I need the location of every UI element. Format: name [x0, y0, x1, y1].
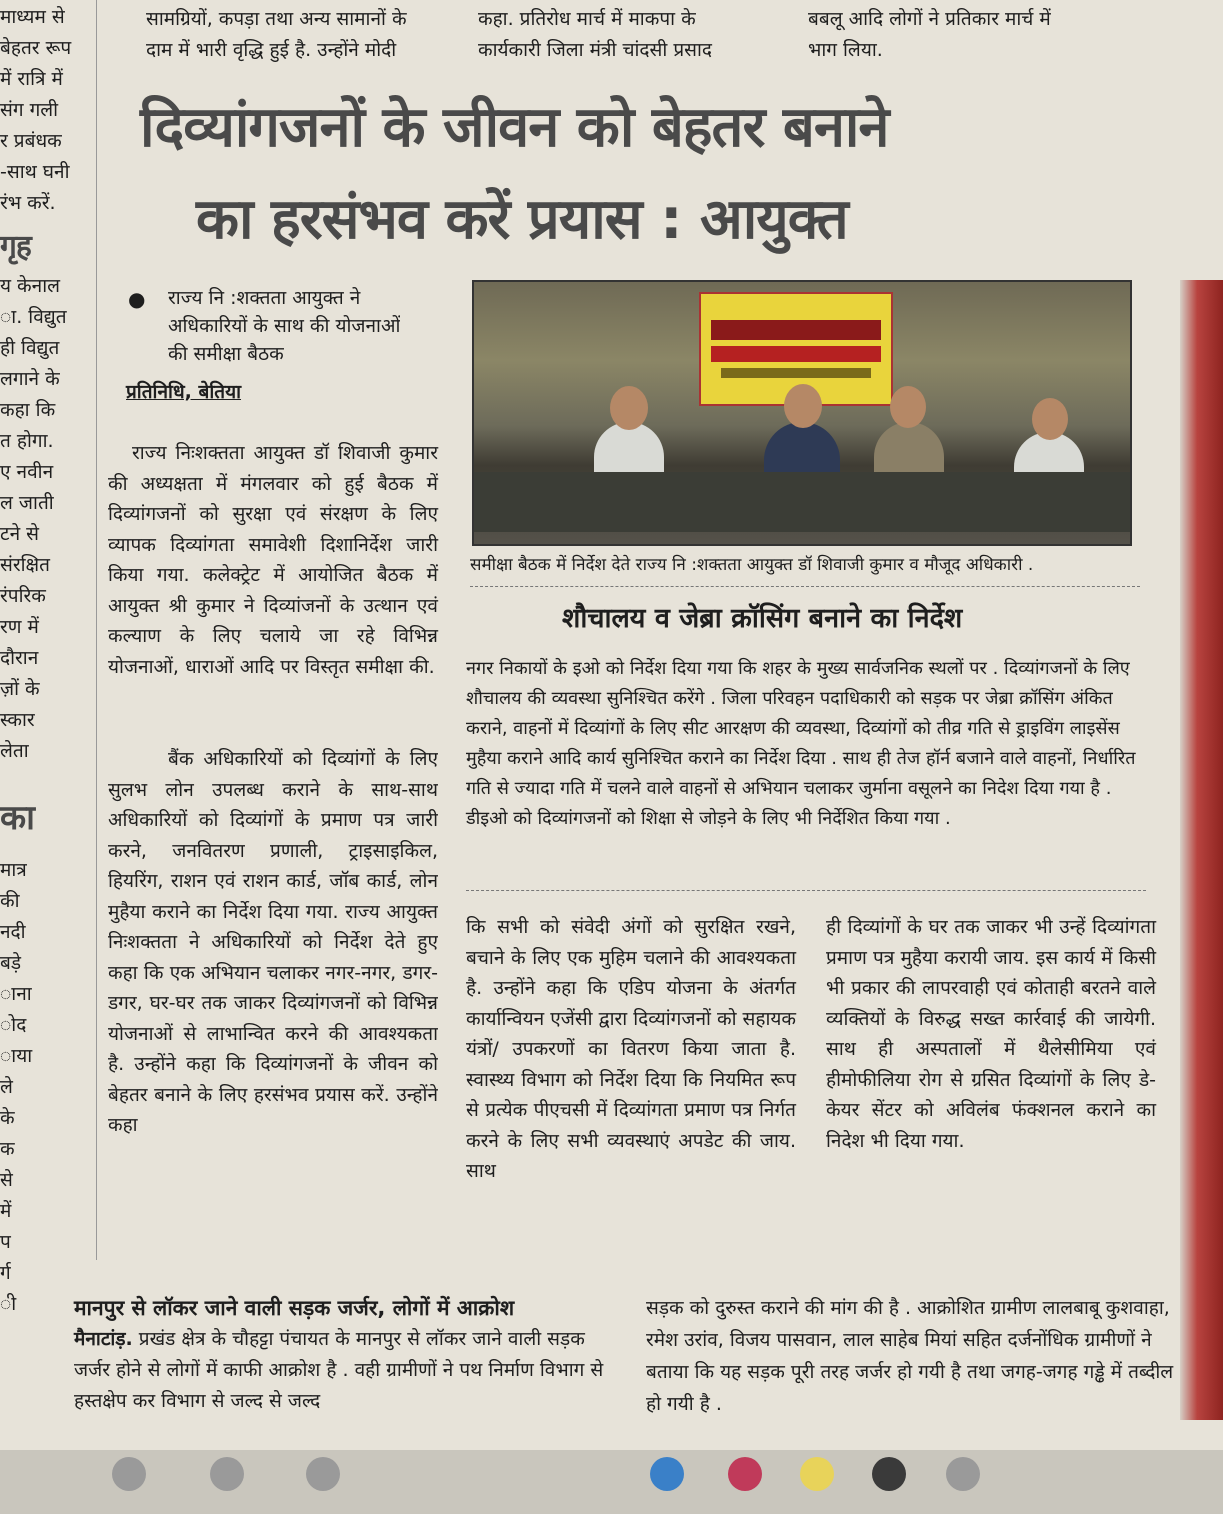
left-strip-top — [0, 0, 92, 219]
registration-dot — [872, 1457, 906, 1491]
left-strip-line: र प्रबंधक — [0, 130, 62, 152]
left-strip-line: में — [0, 1200, 12, 1222]
left-strip-line: प — [0, 1231, 11, 1253]
left-strip-line: ी — [0, 1293, 17, 1315]
left-strip-line: टने से — [0, 523, 40, 545]
left-strip-line: य केनाल — [0, 275, 60, 297]
left-strip-line: की — [0, 890, 20, 912]
sub-article-title: शौचालय व जेब्रा क्रॉसिंग बनाने का निर्देश — [562, 603, 963, 634]
left-strip-line: ल जाती — [0, 492, 54, 514]
bullet-icon: ● — [128, 287, 146, 311]
registration-dot — [112, 1457, 146, 1491]
left-strip-line: ही विद्युत — [0, 337, 60, 359]
left-strip-line: में रात्रि में — [0, 68, 63, 90]
left-strip-line: नदी — [0, 921, 26, 943]
left-strip-line: मात्र — [0, 859, 27, 881]
left-column-para-1: राज्य निःशक्तता आयुक्त डॉ शिवाजी कुमार की अध्यक्षता में मंगलवार को हुई बैठक में दिव्यांगजनों को सुरक्षा एवं संरक्षण के लिए व्यापक दिव्यांगता समावेशी दिशानिर्देश जारी किया गया. कलेक्ट्रेट में आयोजित बैठक में आयुक्त श्री कुमार ने दिव्यांजनों के उत्थान एवं कल्याण के लिए चलाये जा रहे विभिन्न योजनाओं, धाराओं आदि पर विस्तृत समीक्षा की. — [108, 442, 438, 678]
left-strip-line: ाना — [0, 983, 32, 1005]
left-strip-line: ए नवीन — [0, 461, 54, 483]
bottom-article-left — [74, 1292, 624, 1417]
left-strip-line: ोद — [0, 1014, 27, 1036]
left-strip-line: स्कार — [0, 709, 35, 731]
left-strip-line: बेहतर रूप — [0, 37, 72, 59]
left-strip-mid — [0, 271, 92, 767]
left-strip-line: त होगा. — [0, 430, 54, 452]
left-strip-line: -साथ घनी — [0, 161, 70, 183]
left-strip-heading-1: गृह — [0, 229, 31, 264]
left-strip-line: कहा कि — [0, 399, 56, 421]
registration-dot — [800, 1457, 834, 1491]
left-strip-line: माध्यम से — [0, 6, 65, 28]
bottom-article-body-left: प्रखंड क्षेत्र के चौहट्टा पंचायत के मानपुर से लॉकर जाने वाली सड़क जर्जर होने से लोगों में काफी आक्रोश है . वही ग्रामीणों ने पथ निर्माण विभाग से हस्तक्षेप कर विभाग से जल्द से जल्द — [74, 1328, 604, 1412]
bottom-article-title: मानपुर से लॉकर जाने वाली सड़क जर्जर, लोगों में आक्रोश — [74, 1296, 515, 1320]
left-strip-line: रंपरिक — [0, 585, 46, 607]
left-strip-heading-2: का — [0, 798, 34, 838]
column-rule — [96, 0, 97, 1260]
left-strip-line: ले — [0, 1076, 13, 1098]
left-strip-line: दौरान — [0, 647, 39, 669]
registration-dot — [946, 1457, 980, 1491]
top-snippet-1: सामग्रियों, कपड़ा तथा अन्य सामानों के दाम में भारी वृद्धि हुई है. उन्होंने मोदी — [146, 8, 407, 61]
caption-rule — [470, 586, 1140, 587]
bottom-article-dateline: मैनाटांड़. — [74, 1328, 133, 1350]
left-strip-line: के — [0, 1107, 15, 1129]
headline-line-1: दिव्यांगजनों के जीवन को बेहतर बनाने — [140, 95, 889, 160]
left-strip-line: संग गली — [0, 99, 59, 121]
byline: प्रतिनिधि, बेतिया — [126, 381, 242, 403]
left-strip-line: ाया — [0, 1045, 33, 1067]
registration-dot — [650, 1457, 684, 1491]
print-margin — [0, 1450, 1223, 1514]
left-strip-line: रंभ करें. — [0, 192, 56, 214]
left-strip-line: से — [0, 1169, 13, 1191]
right-edge-object — [1180, 280, 1223, 1420]
left-strip-line: र्ग — [0, 1262, 11, 1284]
left-strip-line: ज़ों के — [0, 678, 40, 700]
left-strip-line: संरक्षित — [0, 554, 50, 576]
middle-column-text: कि सभी को संवेदी अंगों को सुरक्षित रखने, बचाने के लिए एक मुहिम चलाने की आवश्यकता है. उन्होंने कहा कि एडिप योजना के अंतर्गत कार्यान्वियन एजेंसी द्वारा दिव्यांगजनों को सहायक यंत्रों/ उपकरणों का वितरण किया जाता है. स्वास्थ्य विभाग को निर्देश दिया कि नियमित रूप से प्रत्येक पीएचसी में दिव्यांगता प्रमाण पत्र निर्गत करने के लिए सभी व्यवस्थाएं अपडेट की जाय. साथ — [466, 916, 796, 1182]
left-strip-line: लेता — [0, 740, 29, 762]
left-strip-article — [0, 0, 92, 1440]
left-strip-line: ा. विद्युत — [0, 306, 67, 328]
registration-dot — [210, 1457, 244, 1491]
sub-article-rule — [466, 890, 1146, 891]
left-strip-line: क — [0, 1138, 15, 1160]
photo-caption: समीक्षा बैठक में निर्देश देते राज्य नि :शक्तता आयुक्त डॉ शिवाजी कुमार व मौजूद अधिकारी . — [470, 555, 1034, 575]
sub-article-body: नगर निकायों के इओ को निर्देश दिया गया कि शहर के मुख्य सार्वजनिक स्थलों पर . दिव्यांगजनों के लिए शौचालय की व्यवस्था सुनिश्चित करेंगे . जिला परिवहन पदाधिकारी को सड़क पर जेब्रा क्रॉसिंग अंकित कराने, वाहनों में दिव्यांगों के लिए सीट आरक्षण की व्यवस्था, दिव्यांगों को तीव्र गति से ड्राइविंग लाइसेंस मुहैया कराने आदि कार्य सुनिश्चित कराने का निर्देश दिया . साथ ही तेज हॉर्न बजाने वाले वाहनों, निर्धारित गति से ज्यादा गति में चलने वाले वाहनों से अभियान चलाकर जुर्माना वसूलने का निदेश दिया गया है . डीइओ को दिव्यांगजनों को शिक्षा से जोड़ने के लिए भी निर्देशित किया गया . — [466, 658, 1136, 829]
top-snippet-3: बबलू आदि लोगों ने प्रतिकार मार्च में भाग लिया. — [808, 8, 1051, 61]
bottom-article-body-right: सड़क को दुरुस्त कराने की मांग की है . आक्रोशित ग्रामीण लालबाबू कुशवाहा, रमेश उरांव, विजय पासवान, लाल साहेब मियां सहित दर्जनोंधिक ग्रामीणों ने बताया कि यह सड़क पूरी तरह जर्जर हो गयी है तथा जगह-जगह गड्ढे में तब्दील हो गयी है . — [646, 1297, 1174, 1415]
meeting-photo — [472, 280, 1132, 546]
left-strip-line: बड़े — [0, 952, 22, 974]
registration-dot — [306, 1457, 340, 1491]
left-strip-bottom — [0, 855, 92, 1320]
left-strip-line: लगाने के — [0, 368, 60, 390]
left-column-para-2: बैंक अधिकारियों को दिव्यांगों के लिए सुलभ लोन उपलब्ध कराने के साथ-साथ अधिकारियों को दिव्यांगों के प्रमाण पत्र जारी करने, जनवितरण प्रणाली, ट्राइसाइकिल, हियरिंग, राशन एवं राशन कार्ड, जॉब कार्ड, लोन मुहैया कराने का निर्देश दिया गया. राज्य आयुक्त निःशक्तता ने अधिकारियों को निर्देश देते हुए कहा कि एक अभियान चलाकर नगर-नगर, डगर-डगर, घर-घर तक जाकर दिव्यांगजनों को विभिन्न योजनाओं से लाभान्वित करने की आवश्यकता है. उन्होंने कहा कि दिव्यांगजनों के जीवन को बेहतर बनाने के लिए हरसंभव प्रयास करें. उन्होंने कहा — [108, 748, 438, 1136]
top-snippet-2: कहा. प्रतिरोध मार्च में माकपा के कार्यकारी जिला मंत्री चांदसी प्रसाद — [478, 8, 712, 61]
left-strip-line: रण में — [0, 616, 39, 638]
right-column-text: ही दिव्यांगों के घर तक जाकर भी उन्हें दिव्यांगता प्रमाण पत्र मुहैया करायी जाय. इस कार्य में किसी भी प्रकार की लापरवाही एवं कोताही बरतने वाले व्यक्तियों के विरुद्ध सख्त कार्रवाई की जायेगी. साथ ही अस्पतालों में थैलेसीमिया एवं हीमोफीलिया रोग से ग्रसित दिव्यांगों के लिए डे-केयर सेंटर को अविलंब फंक्शनल कराने का निदेश भी दिया गया. — [826, 916, 1156, 1152]
registration-dot — [728, 1457, 762, 1491]
summary-bullet: ● राज्य नि :शक्तता आयुक्त ने अधिकारियों के साथ की योजनाओं की समीक्षा बैठक — [128, 284, 468, 368]
headline-line-2: का हरसंभव करें प्रयास : आयुक्त — [196, 187, 848, 252]
